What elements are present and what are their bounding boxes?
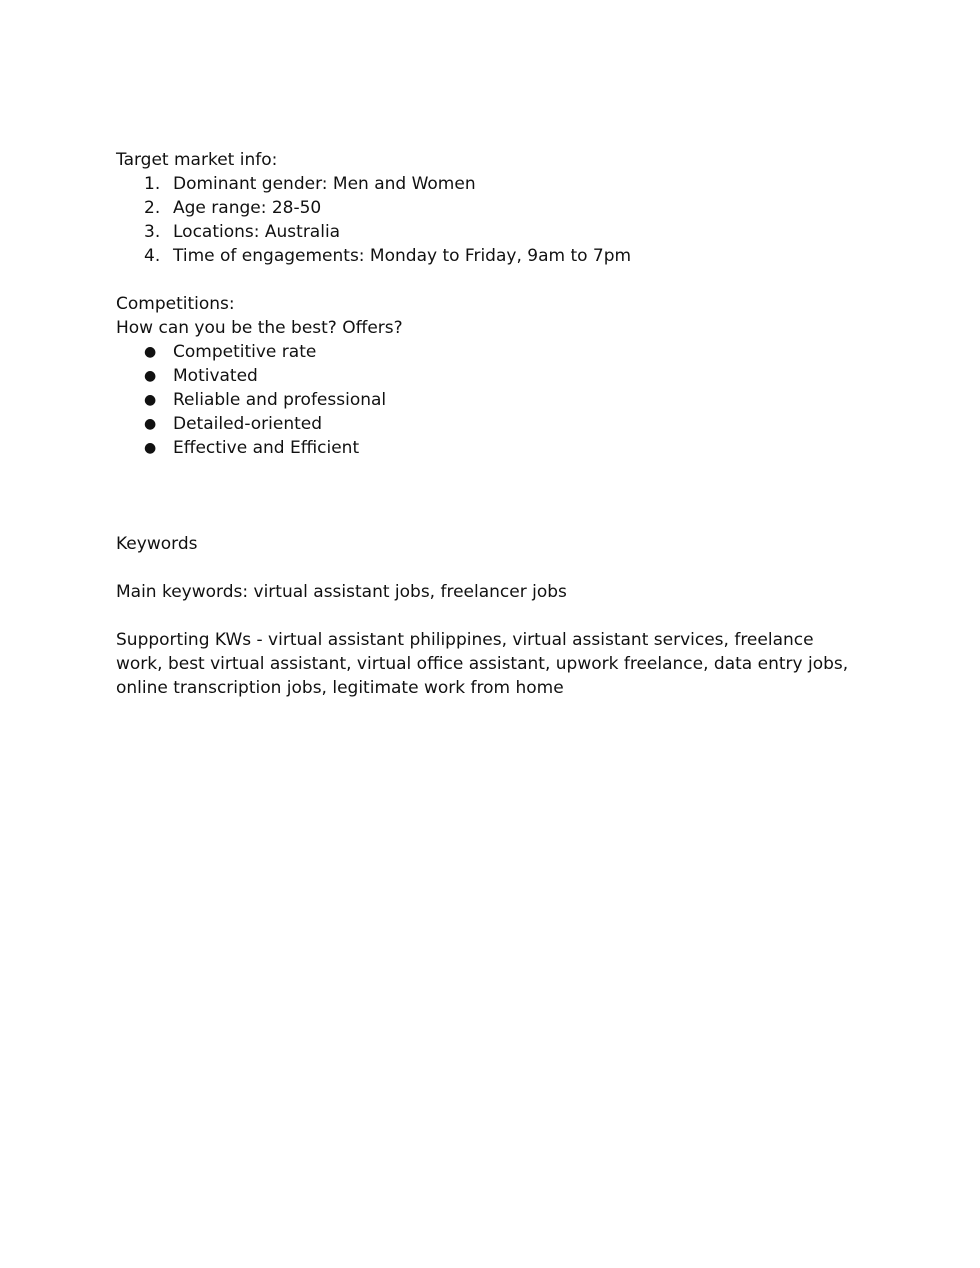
list-number: 3.	[144, 222, 161, 242]
document-body	[116, 148, 856, 700]
list-item-text: Age range: 28-50	[173, 198, 322, 218]
spacer	[116, 268, 856, 292]
list-item	[116, 388, 856, 412]
list-item-text: Locations: Australia	[173, 222, 341, 242]
bullet-icon: ●	[144, 416, 157, 432]
list-item-text: Reliable and professional	[173, 390, 387, 410]
spacer	[116, 604, 856, 628]
competitions-heading: Competitions:	[116, 294, 235, 314]
bullet-icon: ●	[144, 392, 157, 408]
supporting-keywords: Supporting KWs - virtual assistant philippines, virtual assistant services, freelance work, best virtual assistant, virtual office assistant, upwork freelance, data entry jobs, online transcription jobs, legitimate work from home	[116, 630, 849, 698]
spacer	[116, 460, 856, 532]
target-market-heading: Target market info:	[116, 150, 278, 170]
list-number: 2.	[144, 198, 161, 218]
list-item	[116, 172, 856, 196]
list-item-text: Motivated	[173, 366, 258, 386]
list-number: 4.	[144, 246, 161, 266]
offers-list	[116, 340, 856, 460]
bullet-icon: ●	[144, 344, 157, 360]
list-item-text: Detailed-oriented	[173, 414, 323, 434]
list-item	[116, 196, 856, 220]
list-item-text: Dominant gender: Men and Women	[173, 174, 476, 194]
list-item	[116, 244, 856, 268]
main-keywords: Main keywords: virtual assistant jobs, freelancer jobs	[116, 582, 567, 602]
list-item-text: Competitive rate	[173, 342, 317, 362]
bullet-icon: ●	[144, 440, 157, 456]
list-number: 1.	[144, 174, 161, 194]
target-market-list	[116, 172, 856, 268]
list-item-text: Effective and Efficient	[173, 438, 360, 458]
list-item	[116, 220, 856, 244]
list-item	[116, 412, 856, 436]
keywords-heading: Keywords	[116, 534, 198, 554]
competitions-question: How can you be the best? Offers?	[116, 318, 403, 338]
list-item	[116, 436, 856, 460]
list-item	[116, 340, 856, 364]
bullet-icon: ●	[144, 368, 157, 384]
list-item-text: Time of engagements: Monday to Friday, 9am to 7pm	[173, 246, 632, 266]
spacer	[116, 556, 856, 580]
list-item	[116, 364, 856, 388]
